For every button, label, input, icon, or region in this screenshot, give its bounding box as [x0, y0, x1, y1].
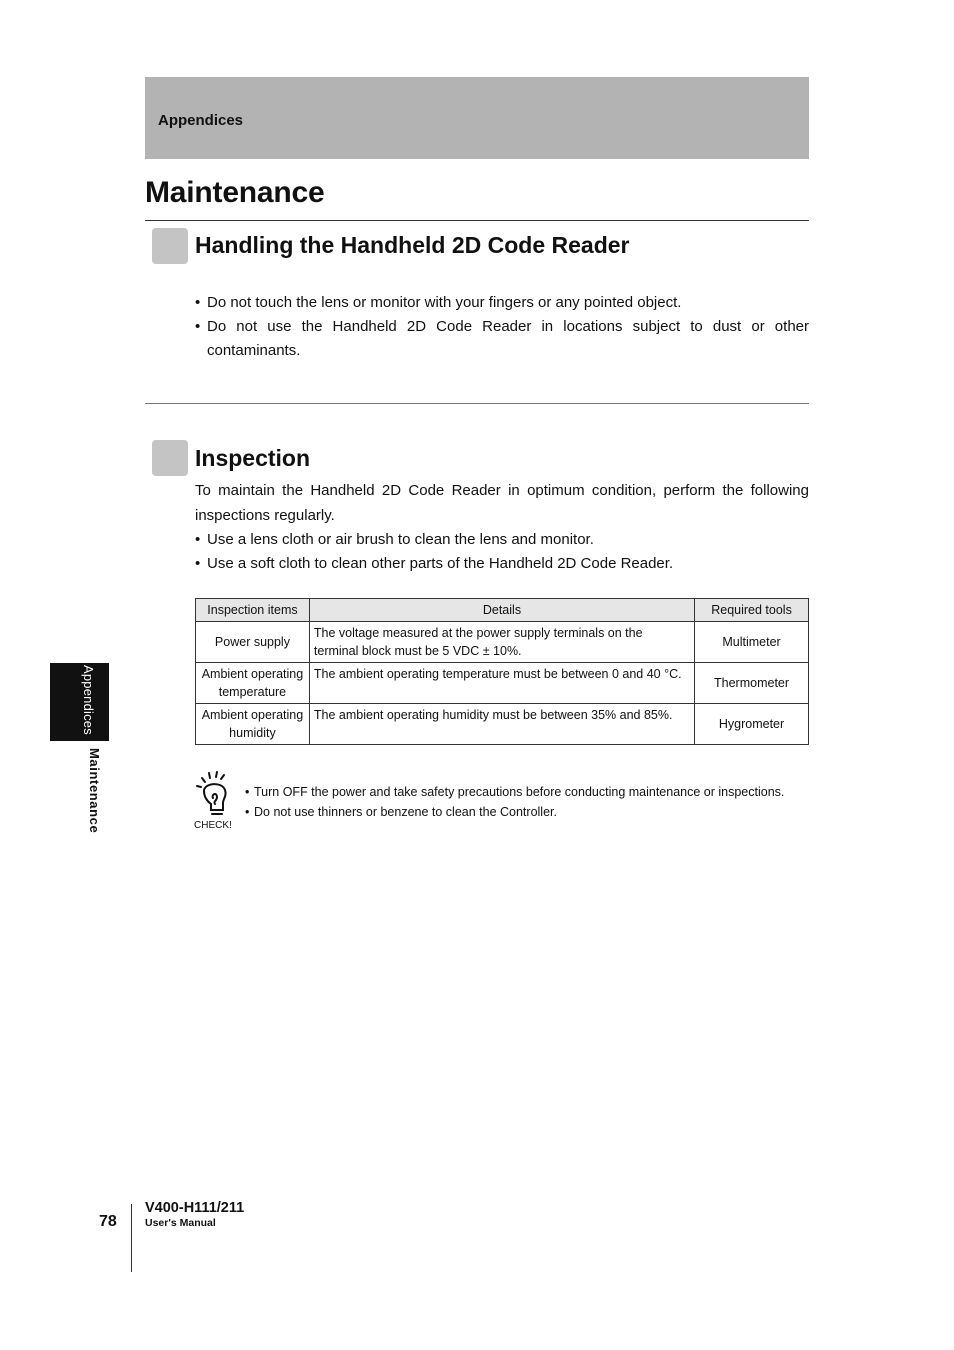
- product-name: V400-H111/211: [145, 1200, 245, 1216]
- table-row: [196, 704, 809, 745]
- page-number: 78: [99, 1213, 117, 1230]
- table-row: [196, 663, 809, 704]
- table-row: [196, 622, 809, 663]
- handling-bullet-text: Do not use the Handheld 2D Code Reader in locations subject to dust or other contaminants.: [207, 318, 809, 359]
- section-marker-inspection: [152, 440, 188, 476]
- section-title-handling: Handling the Handheld 2D Code Reader: [195, 232, 630, 258]
- lightbulb-check-icon: [192, 768, 238, 832]
- bullet-glyph: •: [195, 531, 201, 548]
- list-item: [245, 782, 784, 802]
- list-item: [195, 552, 809, 576]
- side-tab-section-label: Appendices: [81, 665, 96, 735]
- section-marker-handling: [152, 228, 188, 264]
- page-title: Maintenance: [145, 176, 325, 209]
- list-item: [245, 802, 784, 822]
- cell-details: The ambient operating humidity must be between 35% and 85%.: [309, 704, 694, 745]
- cell-details: The voltage measured at the power supply terminals on the terminal block must be 5 VDC ± 10%.: [309, 622, 694, 663]
- bullet-glyph: •: [195, 555, 201, 572]
- header-band: [145, 77, 809, 159]
- list-item: [195, 528, 809, 552]
- cell-item: Ambient operating humidity: [196, 704, 310, 745]
- cell-tool: Thermometer: [695, 663, 809, 704]
- handling-bullet-text: Do not touch the lens or monitor with your fingers or any pointed object.: [207, 294, 682, 311]
- inspection-bullet-list: [195, 528, 809, 576]
- bullet-glyph: •: [245, 805, 250, 819]
- handling-bullet-list: [195, 291, 809, 363]
- side-tab-subsection-label: Maintenance: [87, 748, 102, 834]
- bullet-glyph: •: [195, 294, 201, 311]
- list-item: [195, 315, 809, 363]
- cell-tool: Hygrometer: [695, 704, 809, 745]
- inspection-intro: To maintain the Handheld 2D Code Reader in optimum condition, perform the following inspections regularly.: [195, 482, 809, 524]
- inspection-table: [195, 598, 809, 745]
- cell-item: Power supply: [196, 622, 310, 663]
- cell-item: Ambient operating temperature: [196, 663, 310, 704]
- table-header-row: [196, 599, 809, 622]
- cell-details: The ambient operating temperature must be between 0 and 40 °C.: [309, 663, 694, 704]
- list-item: [195, 291, 809, 315]
- column-header-details: Details: [309, 599, 694, 622]
- title-rule: [145, 220, 809, 221]
- bullet-glyph: •: [245, 785, 250, 799]
- check-note-text: Turn OFF the power and take safety precautions before conducting maintenance or inspections.: [254, 785, 785, 799]
- header-section-label: Appendices: [158, 112, 244, 129]
- cell-tool: Multimeter: [695, 622, 809, 663]
- inspection-bullet-text: Use a soft cloth to clean other parts of the Handheld 2D Code Reader.: [207, 555, 674, 572]
- check-label: CHECK!: [194, 820, 232, 831]
- column-header-inspection-items: Inspection items: [196, 599, 310, 622]
- column-header-required-tools: Required tools: [695, 599, 809, 622]
- bullet-glyph: •: [195, 318, 201, 335]
- inspection-bullet-text: Use a lens cloth or air brush to clean the lens and monitor.: [207, 531, 594, 548]
- section-divider: [145, 403, 809, 404]
- section-title-inspection: Inspection: [195, 445, 311, 471]
- check-note-text: Do not use thinners or benzene to clean the Controller.: [254, 805, 557, 819]
- check-note-list: [245, 782, 784, 822]
- side-tab: [50, 663, 109, 741]
- footer-rule: [131, 1204, 132, 1272]
- manual-label: User's Manual: [145, 1217, 216, 1229]
